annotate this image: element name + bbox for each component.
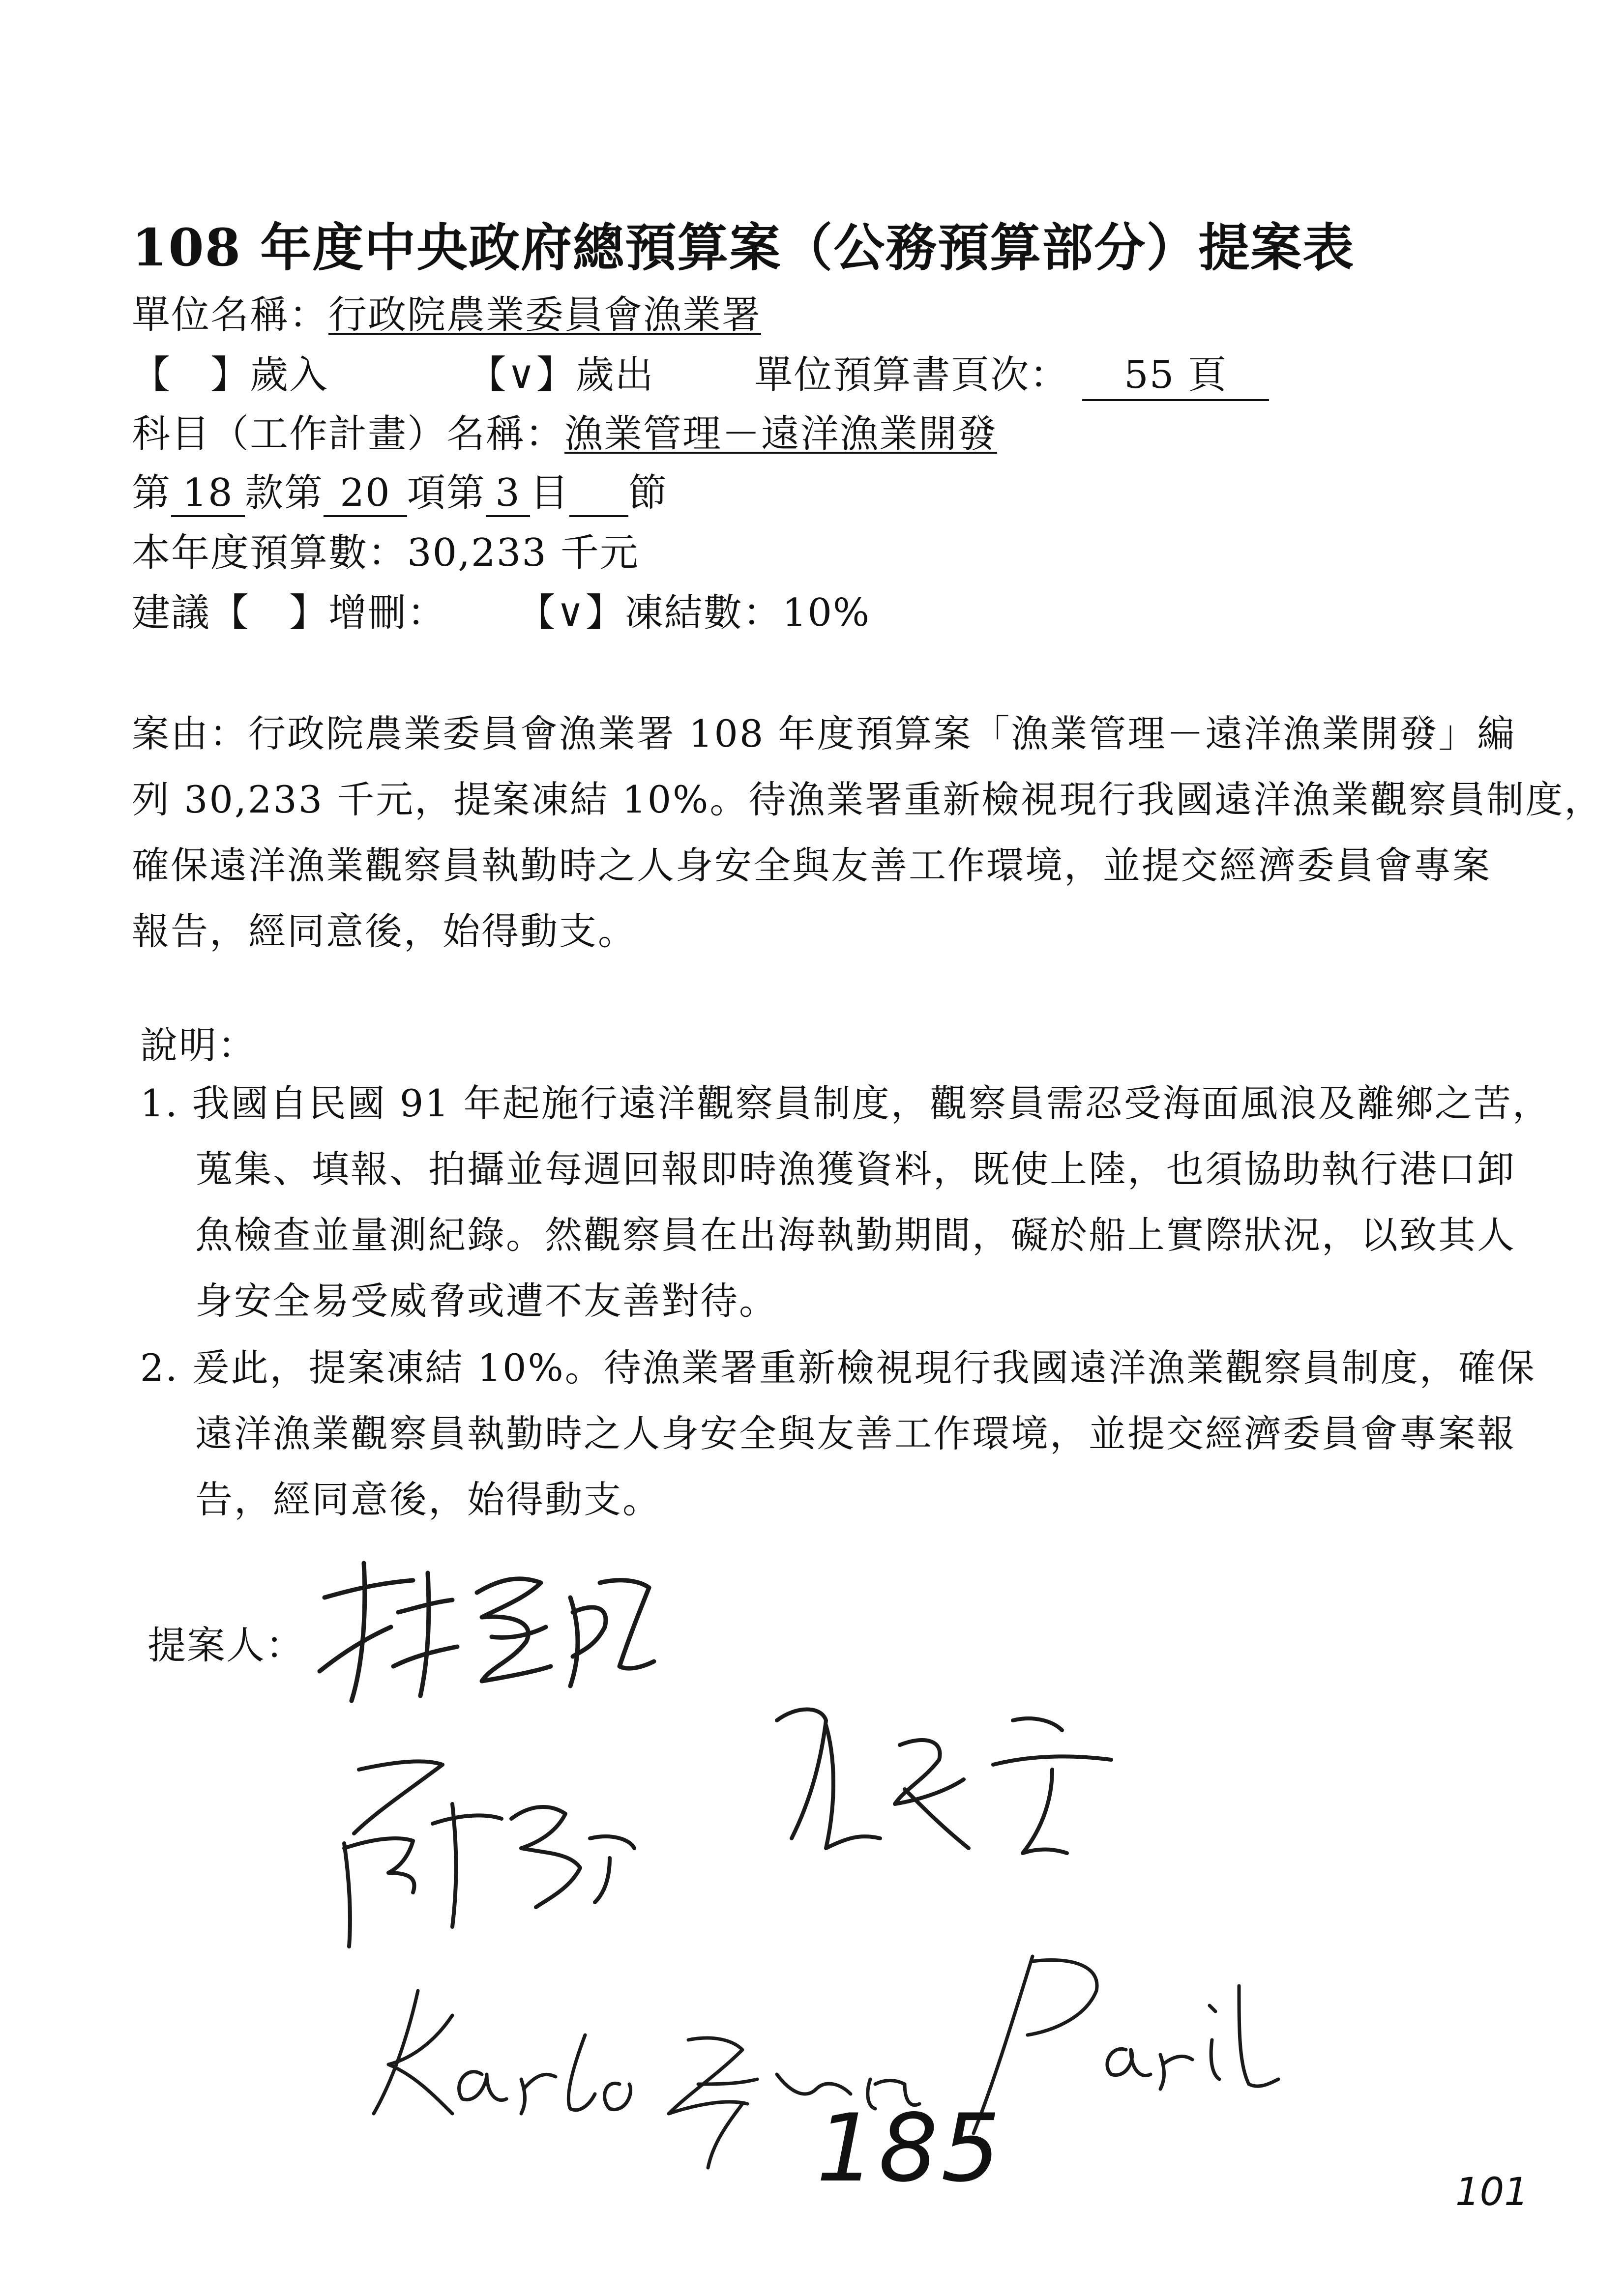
signature-1 [305,1553,659,1717]
reason-line: 確保遠洋漁業觀察員執勤時之人身安全與友善工作環境，並提交經濟委員會專案 [132,843,1491,887]
item-line: 遠洋漁業觀察員執勤時之人身安全與友善工作環境，並提交經濟委員會專案報 [195,1412,1516,1455]
revenue-checkbox: 【 】歲入 [132,353,329,397]
budget-line: 本年度預算數：30,233 千元 [132,531,639,575]
page-number: 101 [1455,2170,1529,2214]
explain-item-2 [140,1335,1536,1533]
freeze-value: 【∨】凍結數：10% [517,591,871,635]
revenue-expense-line [132,344,1269,401]
section-mu-label: 目 [530,471,570,515]
item-line: 蒐集、填報、拍攝並每週回報即時漁獲資料，既使上陸，也須協助執行港口卸 [195,1147,1516,1191]
page-value: 55 頁 [1124,353,1228,397]
unit-label: 單位名稱： [132,293,329,337]
reason-line: 案由：行政院農業委員會漁業署 108 年度預算案「漁業管理－遠洋漁業開發」編 [132,712,1516,756]
section-xiang: 20 [340,471,391,515]
expense-checkbox: 【∨】歲出 [468,353,654,397]
subject-line [132,403,997,458]
explain-label: 說明： [140,1023,257,1067]
page-title: 108 年度中央政府總預算案（公務預算部分）提案表 [132,217,1355,278]
item-line: 2. 爰此，提案凍結 10%。待漁業署重新檢視現行我國遠洋漁業觀察員制度，確保 [140,1346,1536,1390]
proposer-label: 提案人： [148,1624,305,1668]
section-kuan: 18 [182,471,234,515]
signature-3 [738,1691,1141,1889]
section-kuan-label: 款第 [245,471,324,515]
reason-line: 報告，經同意後，始得動支。 [132,909,637,953]
reason-paragraph [132,701,1603,964]
section-xiang-label: 項第 [407,471,486,515]
item-line: 告，經同意後，始得動支。 [195,1478,661,1521]
subject-value: 漁業管理－遠洋漁業開發 [564,412,998,456]
section-line [132,462,668,517]
handwritten-number: 185 [816,2094,1004,2203]
item-line: 魚檢查並量測紀錄。然觀察員在出海執勤期間，礙於船上實際狀況，以致其人 [195,1213,1516,1257]
unit-name: 行政院農業委員會漁業署 [328,293,762,337]
item-line: 身安全易受威脅或遭不友善對待。 [195,1279,778,1323]
item-line: 1. 我國自民國 91 年起施行遠洋觀察員制度，觀察員需忍受海面風浪及離鄉之苦， [140,1081,1551,1125]
section-jie-label: 節 [628,471,668,515]
suggest-line [132,582,870,637]
explain-item-1 [140,1071,1551,1334]
section-mu: 3 [495,471,521,515]
subject-label: 科目（工作計畫）名稱： [132,412,565,456]
page-label: 單位預算書頁次： [754,353,1069,397]
signature-2 [315,1750,688,1958]
suggest-label: 建議【 】增刪： [132,591,447,635]
unit-line [132,284,761,339]
reason-line: 列 30,233 千元，提案凍結 10%。待漁業署重新檢視現行我國遠洋漁業觀察員制度， [132,778,1603,821]
section-prefix: 第 [132,471,172,515]
